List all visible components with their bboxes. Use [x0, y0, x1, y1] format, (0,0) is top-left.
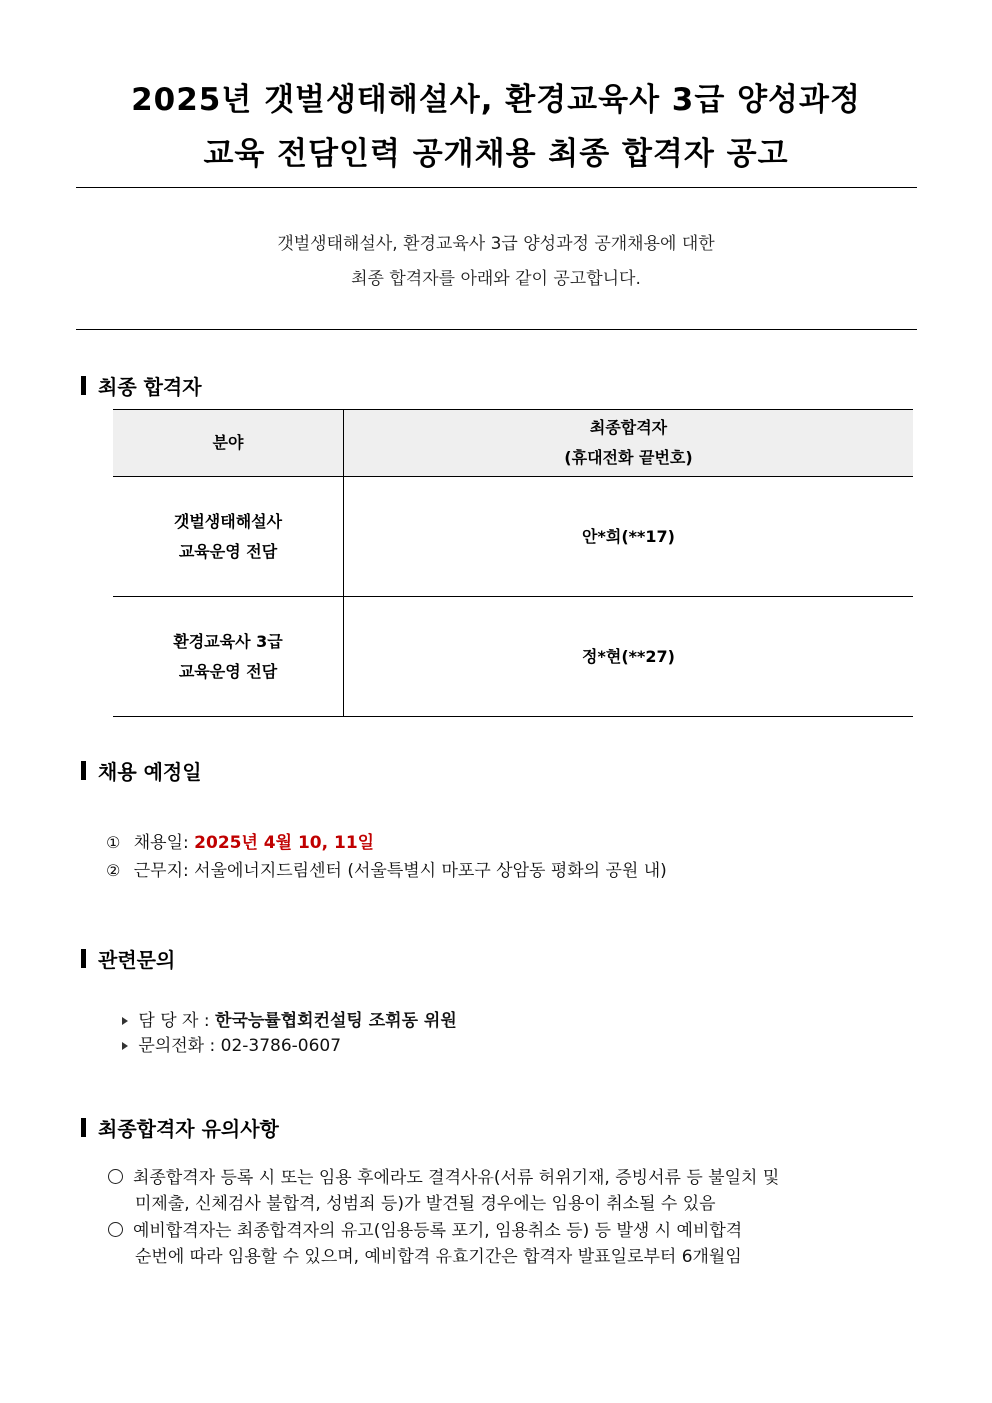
note-2-line-2: 순번에 따라 임용할 수 있으며, 예비합격 유효기간은 합격자 발표일로부터 6개월임	[135, 1247, 742, 1267]
title-divider	[76, 187, 917, 188]
header-passer-line-2: (휴대전화 끝번호)	[564, 448, 693, 467]
table-row	[113, 477, 913, 597]
section-contact-title: 관련문의	[98, 948, 176, 972]
contact-person-value: 한국능률협회컨설팅 조휘동 위원	[215, 1011, 457, 1031]
note-item-1	[108, 1163, 779, 1188]
schedule-date-value: 2025년 4월 10, 11일	[194, 833, 375, 853]
circled-two-icon: ②	[106, 861, 121, 880]
section-bar-icon	[81, 1118, 86, 1137]
row-field-line-2: 교육운영 전담	[178, 541, 278, 561]
header-field: 분야	[113, 410, 344, 477]
note-1-line-2: 미제출, 신체검사 불합격, 성범죄 등)가 발견될 경우에는 임용이 취소될 수 있음	[135, 1194, 716, 1214]
intro-divider	[76, 329, 917, 330]
row-field	[113, 597, 344, 717]
header-passer-line-1: 최종합격자	[589, 418, 668, 437]
row-passer: 정*현(**27)	[344, 597, 914, 717]
contact-person	[122, 1006, 457, 1031]
title-line-2: 교육 전담인력 공개채용 최종 합격자 공고	[203, 136, 789, 172]
row-field-line-2: 교육운영 전담	[178, 661, 278, 681]
row-field	[113, 477, 344, 597]
section-bar-icon	[81, 761, 86, 780]
intro-line-2: 최종 합격자를 아래와 같이 공고합니다.	[351, 269, 641, 289]
note-1-line-1: 최종합격자 등록 시 또는 임용 후에라도 결격사유(서류 허위기재, 증빙서류 등 불일치 및	[133, 1168, 780, 1188]
contact-person-label: 담 당 자 :	[138, 1011, 210, 1031]
schedule-item-location	[106, 856, 667, 881]
section-bar-icon	[81, 949, 86, 968]
section-schedule-heading	[81, 756, 202, 785]
triangle-bullet-icon	[122, 1017, 128, 1025]
table-header-row	[113, 410, 913, 477]
section-final-title: 최종 합격자	[98, 375, 202, 399]
header-passer	[344, 410, 914, 477]
section-contact-heading	[81, 944, 175, 973]
schedule-location-text: 근무지: 서울에너지드림센터 (서울특별시 마포구 상암동 평화의 공원 내)	[133, 861, 667, 881]
row-field-line-1: 환경교육사 3급	[173, 631, 283, 651]
row-field-line-1: 갯벌생태해설사	[173, 511, 283, 531]
row-passer: 안*희(**17)	[344, 477, 914, 597]
note-2-line-1: 예비합격자는 최종합격자의 유고(임용등록 포기, 임용취소 등) 등 발생 시 예비합격	[133, 1221, 743, 1241]
circled-one-icon: ①	[106, 833, 121, 852]
table-row	[113, 597, 913, 717]
circle-bullet-icon	[108, 1169, 123, 1184]
final-passers-table	[113, 409, 913, 717]
section-bar-icon	[81, 376, 86, 395]
section-notes-heading	[81, 1113, 279, 1142]
title-line-1: 2025년 갯벌생태해설사, 환경교육사 3급 양성과정	[131, 82, 861, 118]
contact-phone-value: 02-3786-0607	[220, 1036, 342, 1056]
intro-line-1: 갯벌생태해설사, 환경교육사 3급 양성과정 공개채용에 대한	[277, 234, 715, 254]
triangle-bullet-icon	[122, 1042, 128, 1050]
section-final-heading	[81, 371, 202, 400]
note-item-2	[108, 1216, 742, 1241]
contact-phone-label: 문의전화 :	[138, 1036, 216, 1056]
section-schedule-title: 채용 예정일	[98, 760, 202, 784]
section-notes-title: 최종합격자 유의사항	[98, 1117, 279, 1141]
contact-phone	[122, 1031, 341, 1056]
schedule-item-date	[106, 828, 374, 853]
schedule-date-label: 채용일:	[133, 833, 189, 853]
circle-bullet-icon	[108, 1222, 123, 1237]
